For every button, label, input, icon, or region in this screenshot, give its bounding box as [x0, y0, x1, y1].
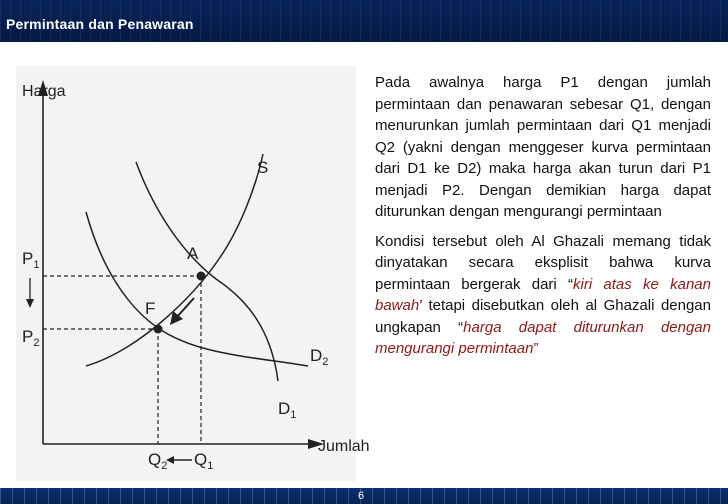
page-number: 6 [358, 490, 365, 502]
italic-phrase-2: harga dapat diturunkan dengan mengurangi permintaan [375, 318, 711, 357]
label-q2: $Q_2$ [148, 450, 168, 472]
label-p2: $P_2$ [22, 327, 40, 349]
graph-svg [16, 66, 370, 481]
explanation-text [375, 72, 711, 368]
paragraph-1: Pada awalnya harga P1 dengan jumlah permintaan dan penawaran sebesar Q1, dengan menurunkan jumlah permintaan dari Q1 menjadi Q2 (yakni dengan menggeser kurva permintaan dari D1 ke D2) maka harga akan turun dari P1 menjadi P2. Dengan demikian harga dapat diturunkan dengan mengurangi permintaan [375, 74, 711, 220]
label-f: F [145, 299, 156, 318]
title-bar [0, 0, 728, 42]
label-d2: $D_2$ [310, 346, 329, 368]
italic-phrase-1: kiri atas ke kanan bawah [375, 275, 711, 314]
supply-curve [86, 154, 263, 366]
demand-curve-d2 [86, 212, 308, 366]
label-s: S [257, 158, 269, 177]
label-a: A [187, 244, 199, 263]
slide-title: Permintaan dan Penawaran [6, 16, 194, 32]
label-q1: $Q_1$ [194, 450, 214, 472]
label-p1: $P_1$ [22, 249, 40, 271]
demand-curve-d1 [136, 162, 278, 381]
supply-demand-graph [16, 66, 370, 481]
y-axis-label: Harga [22, 83, 66, 100]
paragraph-2: Kondisi tersebut oleh Al Ghazali memang tidak dinyatakan secara eksplisit bahwa kurva permintaan bergerak dari “kiri atas ke kanan bawah’ tetapi disebutkan oleh al Ghazali dengan ungkapan “harga dapat diturunkan dengan mengurangi permintaan” [375, 232, 711, 357]
x-axis-label: Jumlah [318, 438, 370, 455]
p-down-arrow-head [26, 299, 34, 308]
label-d1: $D_1$ [278, 399, 297, 421]
